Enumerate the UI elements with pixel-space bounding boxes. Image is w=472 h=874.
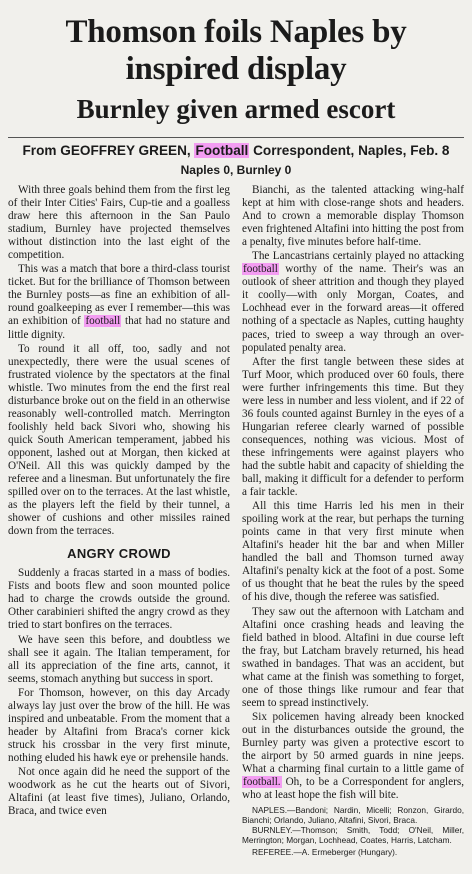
paragraph-text: Suddenly a fracas started in a mass of bodies. Fists and boots flew and soon mounted police had to charge the crowds outside the ground. Other carabinieri shifted the angry crowd as they tried to start bonfires on the terraces. [8,567,230,632]
right-column-paragraphs [242,184,464,802]
paragraph [8,263,230,341]
team-lineups [242,806,464,857]
byline-highlight: Football [195,143,249,158]
paragraph [8,766,230,818]
paragraph-text-after: worthy of the name. Their's was an outlook of sheer attrition and though they played it coolly—with only Morgan, Coates, and Lochhead ever in the forward areas—it offered nothing of a spectacle as Naples, cutting haughty paces, tried to sweep a way through an over-populated penalty area. [242,263,465,354]
paragraph-text-after: that had no stature and little dignity. [8,315,231,341]
byline [8,137,464,160]
paragraph-text: They saw out the afternoon with Latcham and Altafini once crashing heads and leaving the field bathed in blood. Altafini in due course left the fray, but Latcham bravely returned, his head swathed in bandages. That was an accident, but what came at the finish was something to forget, one of those things like rumour and fear that seem to spread instinctively. [242,605,464,709]
paragraph [242,711,464,802]
highlighted-word: football. [243,776,281,789]
highlighted-word: football [243,263,278,276]
paragraph-text: This was a match that bore a third-class tourist ticket. But for the brilliance of Thomson between the Burnley posts—as fine an exhibition of all-round goalkeeping as ever I remember—this was an exhibition of [8,263,230,328]
paragraph [8,634,230,686]
referee-line: REFEREE.—A. Ermeberger (Hungary). [252,846,398,857]
article-body [8,184,464,857]
burnley-lineup: BURNLEY.—Thomson; Smith, Todd; O'Neil, Miller, Merrington; Morgan, Lochhead, Coates, Harris, Latcham. [242,825,464,845]
left-column-part-1 [8,184,230,538]
byline-suffix: Correspondent, Naples, Feb. 8 [253,143,450,158]
match-score: Naples 0, Burnley 0 [180,163,292,177]
paragraph [8,687,230,765]
subheadline: Burnley given armed escort [76,94,396,124]
paragraph-text: With three goals behind them from the first leg of their Inter Cities' Fairs, Cup-tie and a goalless draw here this afternoon in the San Paulo stadium, Burnley have projected themselves without distinction into the last eight of the competition. [8,184,230,262]
paragraph-text: Six policemen having already been knocked out in the disturbances outside the ground, the Burnley party was given a protective escort to the airport by 50 armed guards in nine jeeps. What a charming final curtain to a little game of [242,710,464,776]
paragraph [242,500,464,604]
section-heading: ANGRY CROWD [67,546,171,562]
paragraph [242,606,464,710]
paragraph-text: We have seen this before, and doubtless we shall see it again. The Italian temperament, for all its appreciation of the fine arts, cannot, it seems, stomach anything but success in sport. [8,633,230,685]
paragraph-text: All this time Harris led his men in their spoiling work at the rear, but perhaps the turning points came in that very first minute when Altafini's header hit the bar and when Miller handled the ball and Thomson turned away Altafini's penalty kick at the foot of a post. Some of us thought that he beat the rules by the speed of his dive, though the referee was satisfied. [242,500,464,604]
paragraph-text: The Lancastrians certainly played no attacking [252,250,464,263]
right-column [242,184,464,857]
left-column [8,184,230,857]
paragraph-text: Not once again did he need the support of the woodwork as he cut the hearts out of Sivori, Altafini (at least five times), Juliano, Orlando, Braca, and twice even [8,765,230,818]
paragraph-text: For Thomson, however, on this day Arcady always lay just over the brow of the hill. He was inspired and unbeatable. From the moment that a header by Altafini from Braca's corner kick struck his crossbar in the very first minute, nothing eluded his hawk eye or prehensile hands. [8,686,230,764]
paragraph [242,250,464,354]
headline: Thomson foils Naples by inspired display [65,14,407,87]
left-column-part-2 [8,567,230,818]
naples-lineup: NAPLES.—Bandoni; Nardin, Micelli; Ronzon, Girardo, Bianchi; Orlando, Juliano, Altafini, Sivori, Braca. [242,805,464,825]
paragraph-text: Bianchi, as the talented attacking wing-half kept at him with close-range shots and headers. And to crown a memorable display Thomson even frightened Altafini into hitting the post from a penalty, five minutes before half-time. [242,184,464,249]
paragraph-text: To round it all off, too, sadly and not unexpectedly, there were the usual scenes of frustrated violence by the spectators at the final whistle. Two minutes from the end the first real disturbance broke out on the field in an otherwise reasonably well-controlled match. Merrington foolishly held back Sivori who, showing his quick South American temperament, jabbed his opponent, lashed out at Morgan, then kicked at O'Neil. All this was quickly damped by the referee and a linesman. But unfortunately the fire spilled over on to the terraces. At the last whistle, as the players left the field by their tunnel, a shower of cushions and other missiles rained down from the terraces. [8,342,230,538]
paragraph-text-after: Oh, to be a Correspondent for anglers, who at least hope the fish will bite. [242,776,464,802]
paragraph-text: After the first tangle between these sides at Turf Moor, which produced over 60 fouls, there were further infringements this time. But they were less in number and less violent, and if 22 of 36 fouls counted against Burnley in the eyes of a Hungarian referee clearly warned of possible consequences, nothing was vicious. Most of these infringements were against players who had the subtle habit and capacity of shielding the ball, making it difficult for a defender to perform a fair tackle. [242,355,464,499]
byline-prefix: From GEOFFREY GREEN, [22,143,191,158]
paragraph [8,184,230,262]
paragraph [242,356,464,500]
paragraph [242,184,464,249]
highlighted-word: football [85,315,121,328]
paragraph [8,567,230,632]
paragraph [8,343,230,539]
